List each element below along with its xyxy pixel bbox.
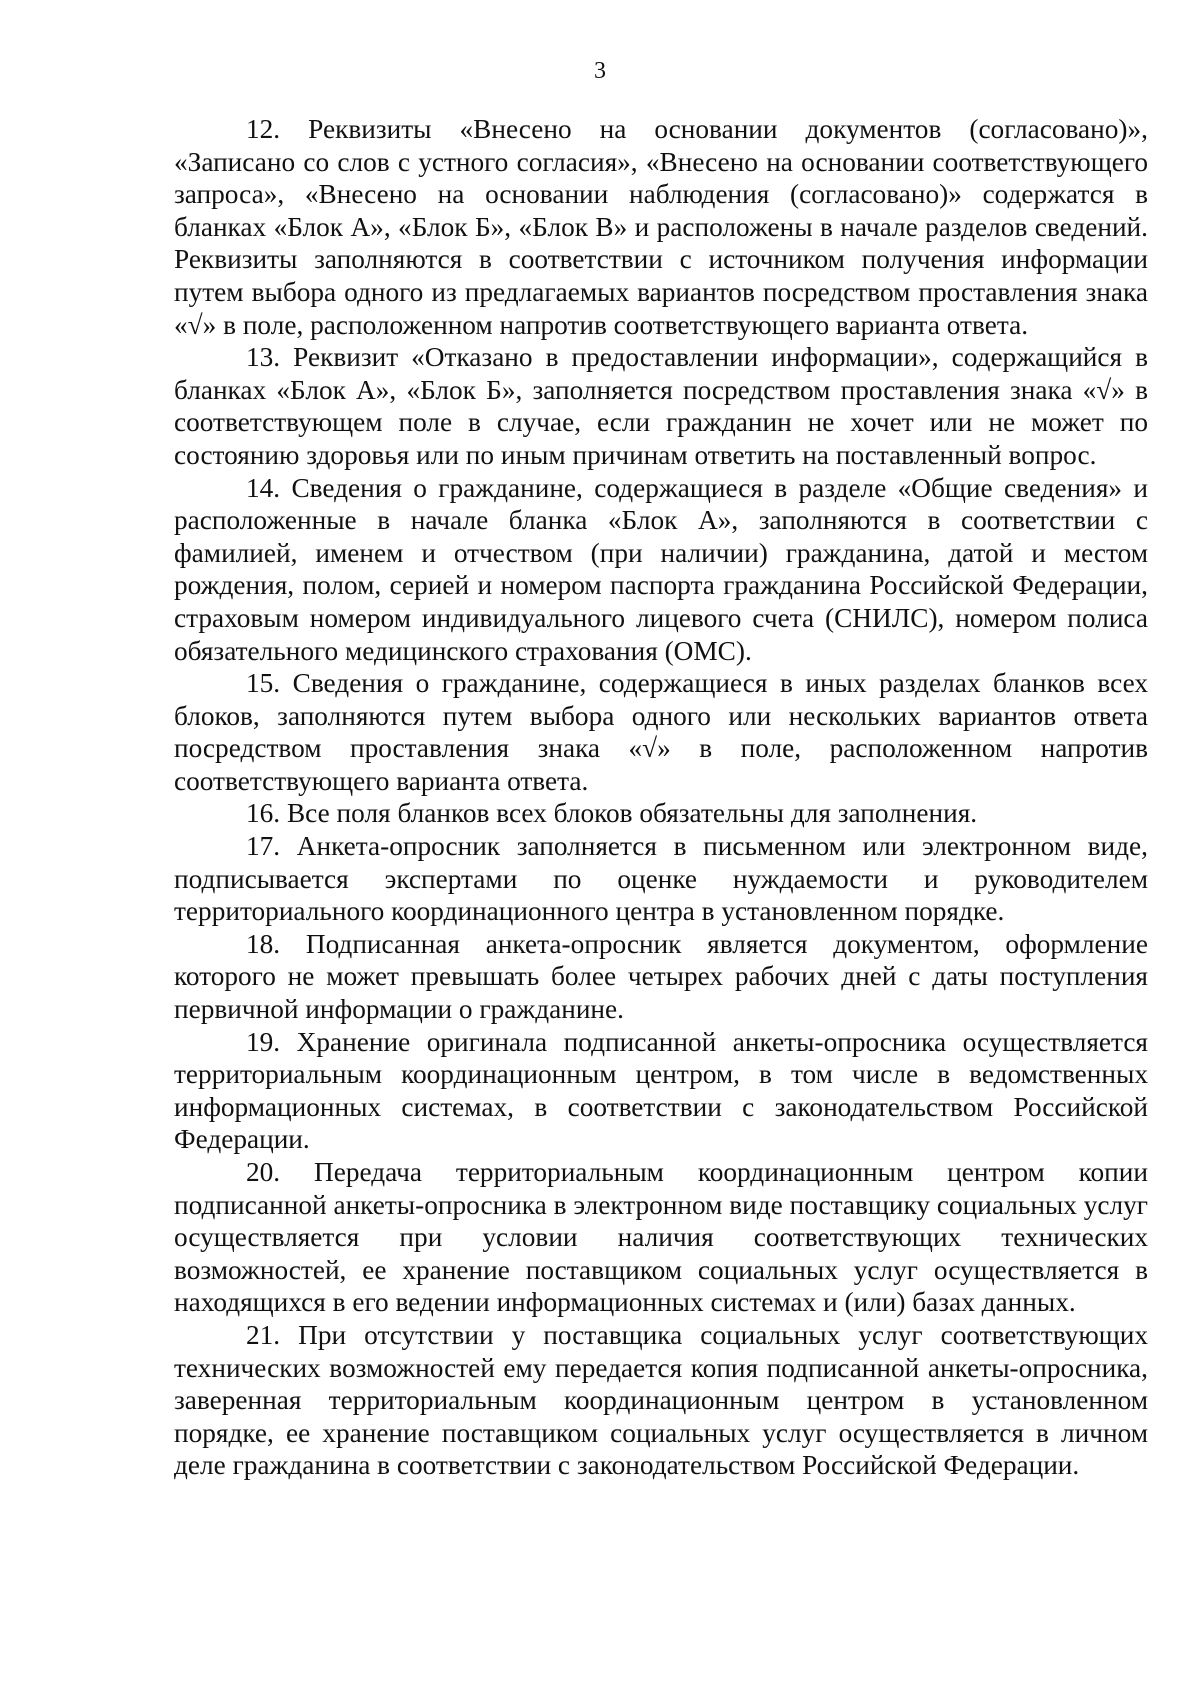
paragraph-16: 16. Все поля бланков всех блоков обязательны для заполнения. xyxy=(246,798,978,829)
paragraph-12: 12. Реквизиты «Внесено на основании документов (согласовано)», «Записано со слов с устного согласия», «Внесено на основании соответствующего запроса», «Внесено на основании наблюдения (согласовано)» содержатся в бланках «Блок А», «Блок Б», «Блок В» и расположены в начале разделов сведений. Реквизиты заполняются в соответствии с источником получения информации путем выбора одного из предлагаемых вариантов посредством проставления знака «√» в поле, расположенном напротив соответствующего варианта ответа. xyxy=(174,114,1148,340)
page-number: 3 xyxy=(594,58,606,84)
document-body xyxy=(174,113,1148,1482)
paragraph-15: 15. Сведения о гражданине, содержащиеся в иных разделах бланков всех блоков, заполняются путем выбора одного или нескольких вариантов ответа посредством проставления знака «√» в поле, расположенном напротив соответствующего варианта ответа. xyxy=(174,668,1148,796)
paragraph-18: 18. Подписанная анкета-опросник является документом, оформление которого не может превышать более четырех рабочих дней с даты поступления первичной информации о гражданине. xyxy=(174,928,1148,1025)
paragraph-20: 20. Передача территориальным координационным центром копии подписанной анкеты-опросника в электронном виде поставщику социальных услуг осуществляется при условии наличия соответствующих технических возможностей, ее хранение поставщиком социальных услуг осуществляется в находящихся в его ведении информационных системах и (или) базах данных. xyxy=(174,1157,1148,1318)
paragraph-21: 21. При отсутствии у поставщика социальных услуг соответствующих технических возможностей ему передается копия подписанной анкеты-опросника, заверенная территориальным координационным центром в установленном порядке, ее хранение поставщиком социальных услуг осуществляется в личном деле гражданина в соответствии с законодательством Российской Федерации. xyxy=(174,1319,1148,1481)
paragraph-14: 14. Сведения о гражданине, содержащиеся в разделе «Общие сведения» и расположенные в начале бланка «Блок А», заполняются в соответствии с фамилией, именем и отчеством (при наличии) гражданина, датой и местом рождения, полом, серией и номером паспорта гражданина Российской Федерации, страховым номером индивидуального лицевого счета (СНИЛС), номером полиса обязательного медицинского страхования (ОМС). xyxy=(174,472,1148,666)
paragraph-13: 13. Реквизит «Отказано в предоставлении информации», содержащийся в бланках «Блок А», «Блок Б», заполняется посредством проставления знака «√» в соответствующем поле в случае, если гражданин не хочет или не может по состоянию здоровья или по иным причинам ответить на поставленный вопрос. xyxy=(174,342,1148,470)
paragraph-19: 19. Хранение оригинала подписанной анкеты-опросника осуществляется территориальным координационным центром, в том числе в ведомственных информационных системах, в соответствии с законодательством Российской Федерации. xyxy=(174,1026,1148,1155)
paragraph-17: 17. Анкета-опросник заполняется в письменном или электронном виде, подписывается экспертами по оценке нуждаемости и руководителем территориального координационного центра в установленном порядке. xyxy=(174,831,1148,927)
